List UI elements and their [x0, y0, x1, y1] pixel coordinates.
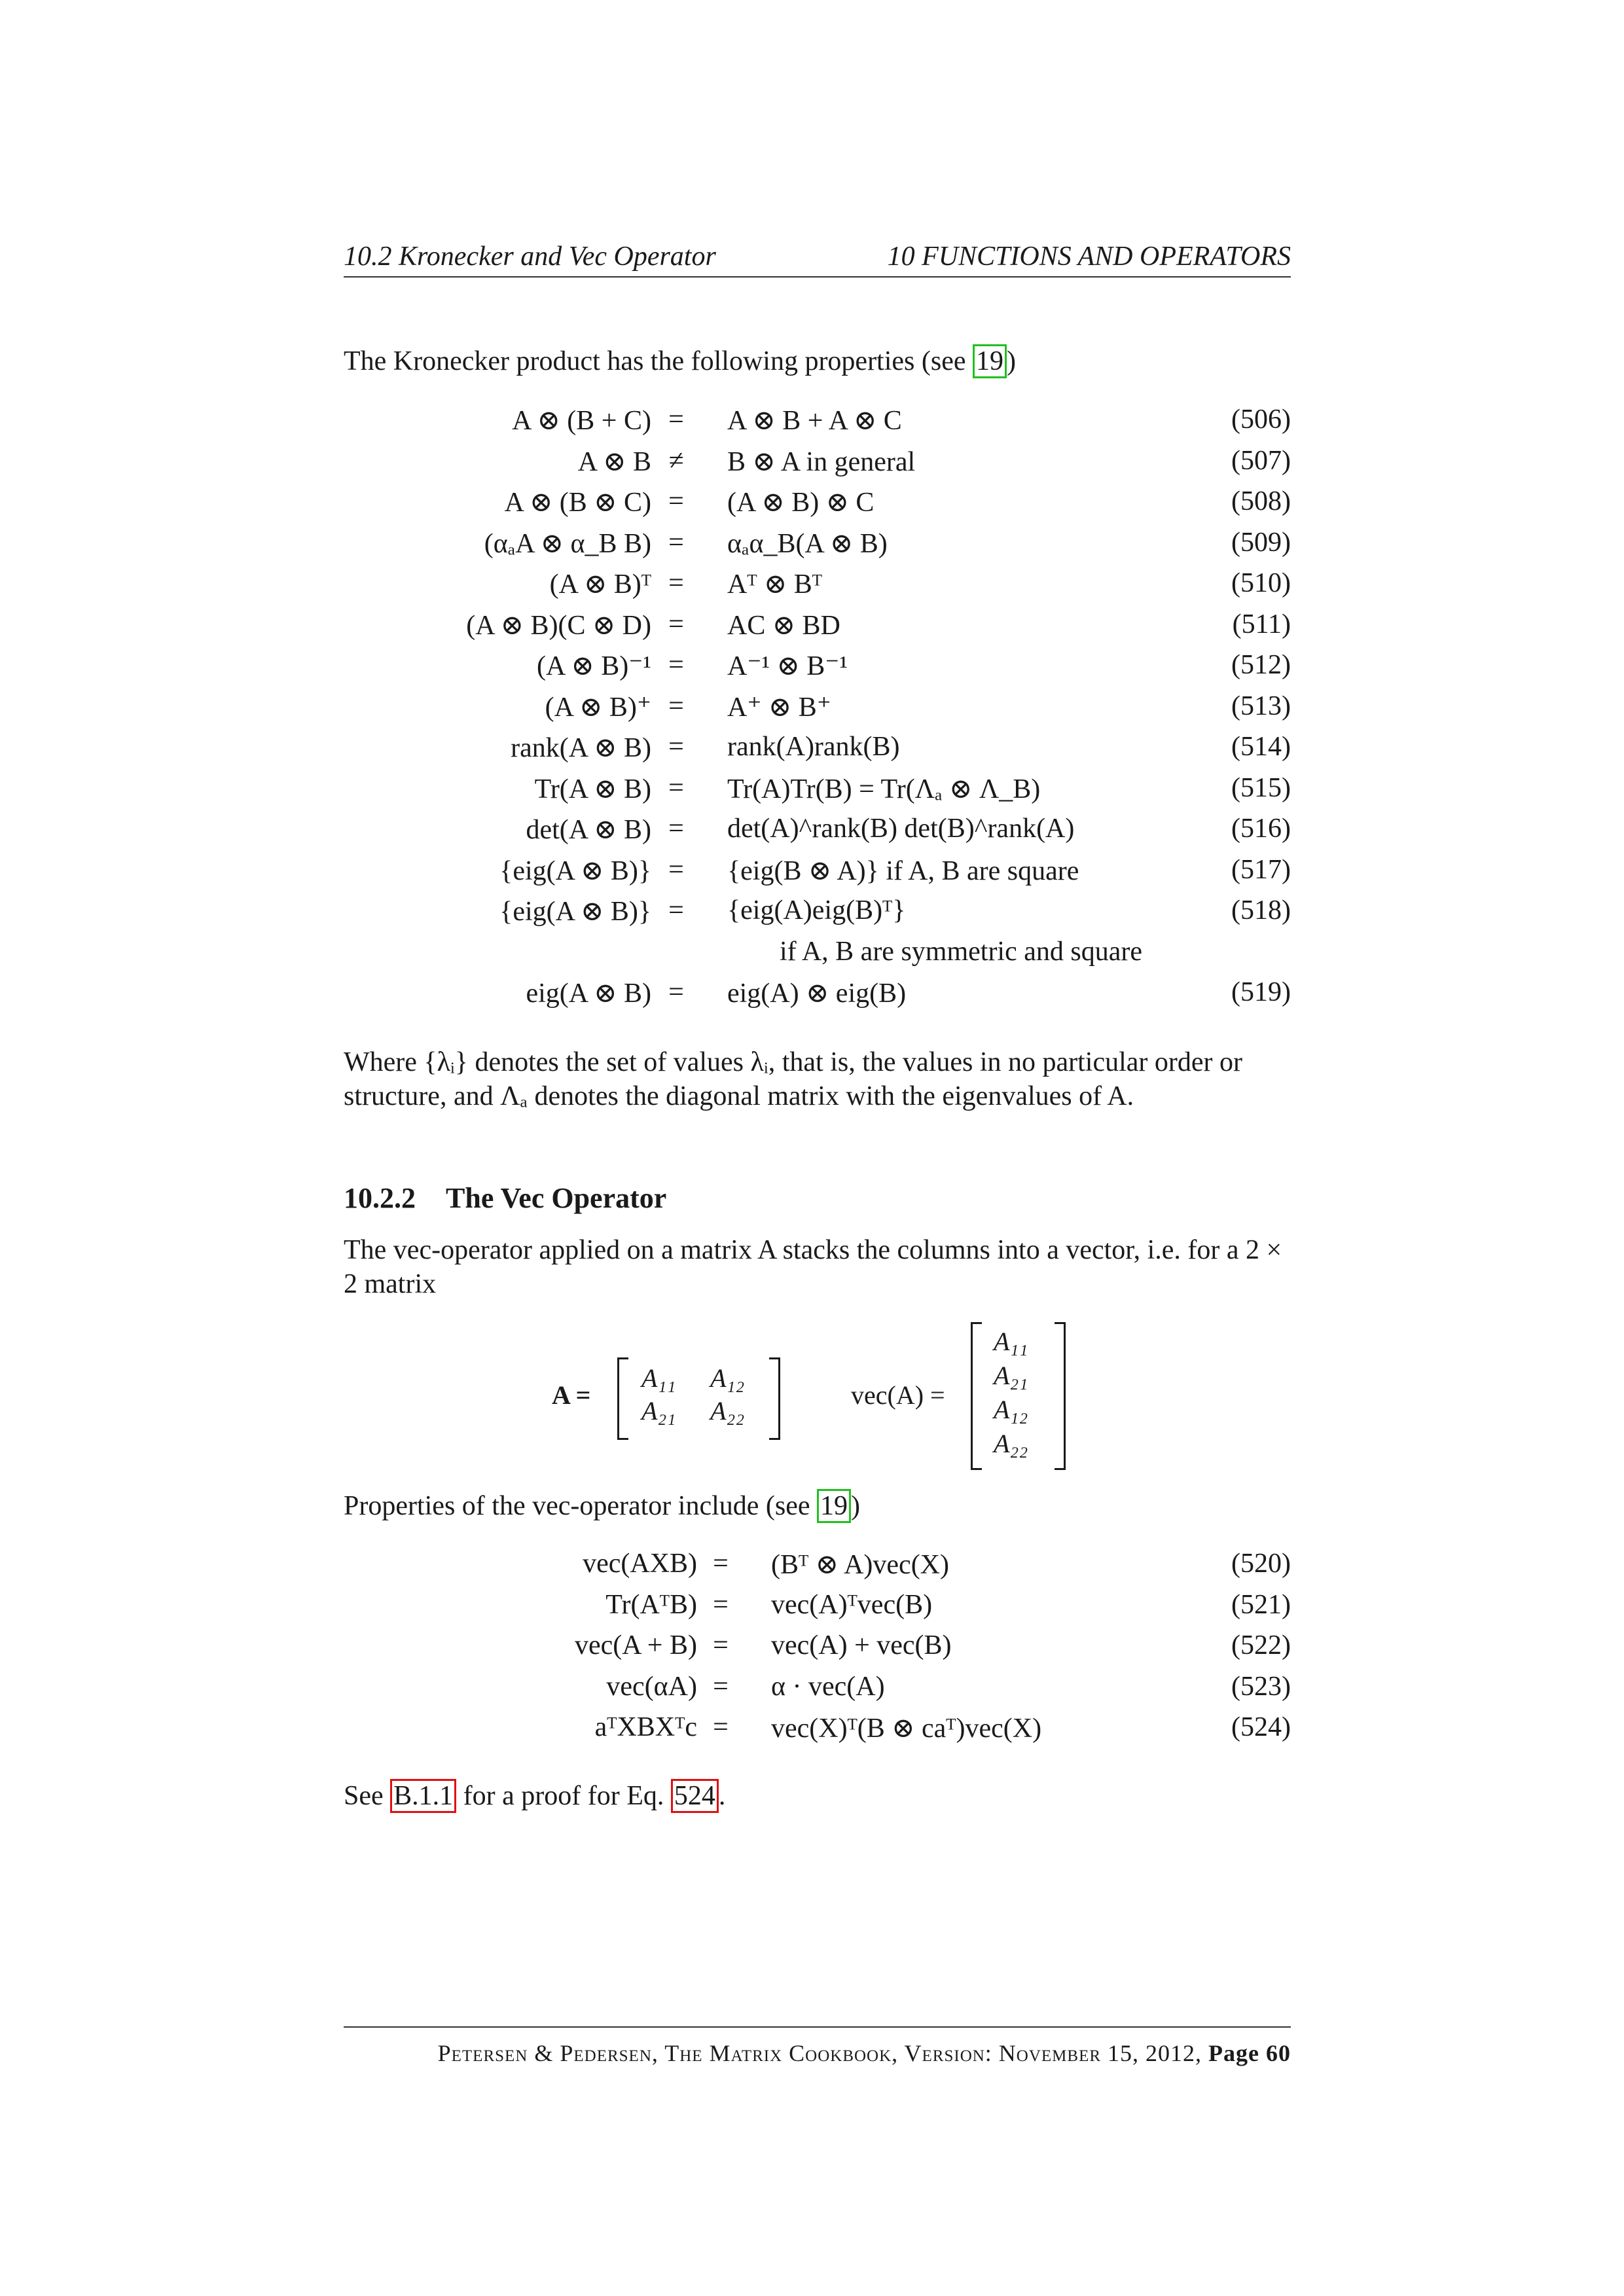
equation-lhs: (A ⊗ B)⁻¹	[537, 651, 651, 681]
right-bracket	[1055, 1322, 1066, 1470]
equation-rhs: {eig(B ⊗ A)} if A, B are square	[727, 855, 1079, 886]
left-bracket	[617, 1357, 628, 1440]
matrix-example	[344, 1322, 1291, 1473]
equation-lhs: eig(A ⊗ B)	[526, 978, 651, 1009]
citation-link[interactable]: 19	[817, 1489, 851, 1523]
equation-rhs: α · vec(A)	[771, 1671, 885, 1702]
equation-lhs: det(A ⊗ B)	[526, 815, 651, 845]
section-heading	[344, 1181, 666, 1215]
equation-rhs: if A, B are symmetric and square	[780, 936, 1142, 967]
equation-rhs: vec(X)ᵀ(B ⊗ caᵀ)vec(X)	[771, 1713, 1042, 1744]
see-text-mid: for a proof for Eq.	[456, 1781, 671, 1811]
equation-relation: =	[668, 691, 684, 721]
equation-relation: =	[668, 404, 684, 435]
matrix-cell: A₂₂	[710, 1396, 745, 1426]
equation-lhs: (A ⊗ B)(C ⊗ D)	[466, 610, 651, 641]
matrix-lhs-label: A =	[552, 1380, 591, 1410]
equation-row	[344, 649, 1291, 690]
equation-rhs: rank(A)rank(B)	[727, 732, 900, 762]
equation-lhs: A ⊗ B	[577, 446, 651, 477]
see-text: See	[344, 1781, 391, 1811]
equation-rhs: Aᵀ ⊗ Bᵀ	[727, 569, 822, 600]
header-section: 10.2 Kronecker and Vec Operator	[344, 242, 716, 272]
vec-cell: A₁₂	[994, 1395, 1028, 1424]
equation-number: (516)	[1231, 814, 1291, 844]
vec-props-text: Properties of the vec-operator include (see	[344, 1491, 818, 1521]
see-line	[344, 1779, 1291, 1813]
equation-relation: =	[713, 1712, 729, 1742]
equation-relation: =	[668, 486, 684, 516]
equation-relation: =	[668, 977, 684, 1007]
equation-rhs: vec(A) + vec(B)	[771, 1630, 952, 1660]
equation-lhs: vec(A + B)	[575, 1630, 697, 1660]
left-bracket	[971, 1322, 982, 1470]
equation-number: (523)	[1231, 1671, 1291, 1702]
equation-number: (524)	[1231, 1712, 1291, 1742]
equation-rhs: B ⊗ A in general	[727, 446, 916, 477]
equation-number: (517)	[1231, 854, 1291, 885]
vec-cell: A₂₁	[994, 1361, 1028, 1390]
section-number: 10.2.2	[344, 1182, 416, 1214]
matrix-cell: A₂₁	[641, 1396, 676, 1426]
equation-rhs: {eig(A)eig(B)ᵀ}	[727, 895, 906, 925]
equation-relation: =	[668, 814, 684, 844]
equation-row	[344, 1589, 1291, 1630]
header-chapter: 10 FUNCTIONS AND OPERATORS	[887, 242, 1291, 272]
equation-row	[344, 813, 1291, 853]
equation-number: (508)	[1231, 486, 1291, 516]
page-footer	[344, 2026, 1291, 2067]
equation-relation: =	[668, 527, 684, 558]
equation-rhs: (A ⊗ B) ⊗ C	[727, 488, 875, 518]
equation-row	[344, 895, 1291, 935]
matrix-cell: A₁₂	[710, 1363, 745, 1393]
equation-relation: =	[713, 1671, 729, 1702]
intro-text-end: )	[1007, 346, 1016, 376]
intro-text: The Kronecker product has the following properties (see	[344, 346, 973, 376]
equation-relation: =	[668, 772, 684, 803]
page-number: Page 60	[1208, 2040, 1291, 2066]
vec-cell: A₂₂	[994, 1429, 1028, 1458]
footer-citation: Petersen & Pedersen, The Matrix Cookbook, Version: November 15, 2012,	[437, 2040, 1209, 2066]
see-text-end: .	[718, 1781, 726, 1811]
citation-link[interactable]: 19	[973, 344, 1007, 378]
equation-number: (510)	[1231, 568, 1291, 598]
equation-number: (514)	[1231, 732, 1291, 762]
equation-row	[344, 486, 1291, 526]
equation-number: (519)	[1231, 977, 1291, 1007]
equation-lhs: A ⊗ (B + C)	[512, 406, 651, 436]
equation-rhs: eig(A) ⊗ eig(B)	[727, 978, 907, 1009]
equation-rhs: AC ⊗ BD	[727, 610, 840, 641]
equation-rhs: A ⊗ B + A ⊗ C	[727, 406, 902, 436]
matrix-cell: A₁₁	[641, 1363, 676, 1393]
equation-number: (515)	[1231, 772, 1291, 803]
equation-relation: =	[668, 854, 684, 885]
equation-number: (509)	[1231, 527, 1291, 558]
equation-row	[344, 609, 1291, 649]
equation-lhs: vec(αA)	[606, 1671, 697, 1702]
equation-rhs: A⁺ ⊗ B⁺	[727, 692, 831, 723]
vec-label: vec(A) =	[851, 1380, 945, 1410]
equation-row	[344, 731, 1291, 772]
equation-rhs: Tr(A)Tr(B) = Tr(Λₐ ⊗ Λ_B)	[727, 774, 1041, 804]
equation-row	[344, 1630, 1291, 1670]
equation-row	[344, 691, 1291, 731]
equation-number: (513)	[1231, 691, 1291, 721]
vec-intro: The vec-operator applied on a matrix A stacks the columns into a vector, i.e. for a 2 × 2 matrix	[344, 1235, 1282, 1299]
equation-number: (520)	[1231, 1549, 1291, 1579]
equation-row	[344, 1671, 1291, 1712]
equation-link[interactable]: 524	[671, 1779, 719, 1813]
equation-lhs: (αₐA ⊗ α_B B)	[484, 528, 651, 559]
equation-row	[344, 567, 1291, 608]
equation-row	[344, 527, 1291, 567]
appendix-link[interactable]: B.1.1	[390, 1779, 456, 1813]
equation-relation: =	[713, 1589, 729, 1620]
equation-lhs: rank(A ⊗ B)	[511, 733, 651, 763]
equation-row	[344, 772, 1291, 813]
equation-relation: =	[668, 895, 684, 925]
equation-rhs: A⁻¹ ⊗ B⁻¹	[727, 651, 848, 681]
equation-relation: ≠	[668, 445, 684, 476]
equation-row	[344, 936, 1291, 977]
equation-lhs: {eig(A ⊗ B)}	[499, 897, 651, 927]
equation-relation: =	[668, 568, 684, 598]
equation-lhs: {eig(A ⊗ B)}	[499, 855, 651, 886]
section-title: The Vec Operator	[446, 1182, 667, 1214]
equation-lhs: aᵀXBXᵀc	[594, 1712, 697, 1742]
equation-row	[344, 1712, 1291, 1752]
equation-number: (521)	[1231, 1589, 1291, 1620]
equation-number: (506)	[1231, 404, 1291, 435]
equation-lhs: Tr(A ⊗ B)	[534, 774, 651, 804]
equation-row	[344, 977, 1291, 1017]
equation-number: (522)	[1231, 1630, 1291, 1660]
vec-props-text-end: )	[851, 1491, 861, 1521]
equation-lhs: vec(AXB)	[583, 1549, 697, 1579]
equation-lhs: Tr(AᵀB)	[605, 1589, 697, 1620]
kronecker-intro	[344, 344, 1291, 378]
equation-relation: =	[668, 609, 684, 639]
equation-lhs: (A ⊗ B)ᵀ	[549, 569, 651, 600]
equation-number: (507)	[1231, 445, 1291, 476]
equation-row	[344, 445, 1291, 486]
equation-lhs: (A ⊗ B)⁺	[545, 692, 651, 723]
kronecker-equations	[344, 404, 1291, 1026]
equation-relation: =	[668, 650, 684, 680]
equation-relation: =	[713, 1630, 729, 1660]
vec-cell: A₁₁	[994, 1327, 1028, 1356]
equation-rhs: (Bᵀ ⊗ A)vec(X)	[771, 1550, 949, 1580]
equation-number: (518)	[1231, 895, 1291, 925]
equation-relation: =	[668, 732, 684, 762]
equation-row	[344, 404, 1291, 444]
running-header	[344, 237, 1291, 278]
vec-equations	[344, 1548, 1291, 1757]
equation-rhs: det(A)^rank(B) det(B)^rank(A)	[727, 814, 1075, 844]
equation-number: (511)	[1232, 609, 1291, 639]
equation-lhs: A ⊗ (B ⊗ C)	[504, 488, 651, 518]
equation-number: (512)	[1231, 650, 1291, 680]
right-bracket	[769, 1357, 780, 1440]
equation-rhs: αₐα_B(A ⊗ B)	[727, 528, 888, 559]
equation-relation: =	[713, 1549, 729, 1579]
equation-row	[344, 1548, 1291, 1588]
equation-rhs: vec(A)ᵀvec(B)	[771, 1589, 933, 1620]
equation-row	[344, 854, 1291, 895]
vec-props-intro	[344, 1489, 1291, 1523]
where-paragraph: Where {λᵢ} denotes the set of values λᵢ, that is, the values in no particular order or structure, and Λₐ denotes the diagonal matrix with the eigenvalues of A.	[344, 1047, 1243, 1111]
